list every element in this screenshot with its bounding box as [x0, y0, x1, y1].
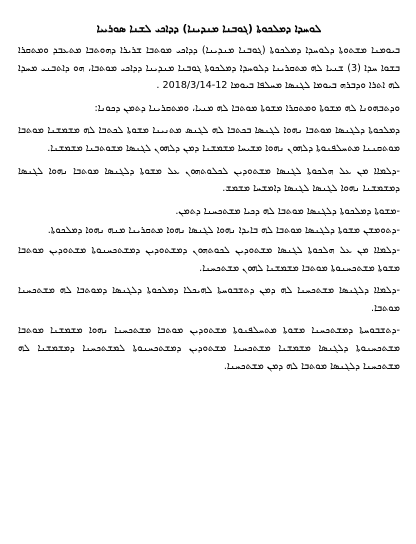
paragraph: -ܡܫܘܬܐ ܕܡܠܟܘܬܐ ܕܠܓܢܣܐ ܡܘܬܒܐ ܠܗ ܕܟܝܐ ܡܫܬܟܚܢܐ ܕܬܡܢ.: [175, 205, 400, 217]
paragraph: -ܕܬܫܒܘܚܬܐ ܕܡܫܬܟܚܢܐ ܡܫܘܬܐ ܡܬܚܠܦܢܘܬܐ ܡܫܬܘܕܝܢ ܡܘܬܒܐ ܡܫܬܟܚܢܐ ܢܗܘܐ ܡܫܡܫܢܐ ܡܘܬܒܐ ܡܫܬܟܚܢܘܬܐ ܕܠܓܢܣܐ ܡܫܡܫܢܐ ܡܫܬܟܚܢܐ ܡܫܬܘܕܝܢ ܕܡܫܬܟܚܢܘܬܐ ܠܡܫܬܟܚܢܐ ܕܡܫܡܫܢܐ ܠܗ ܡܫܬܟܚܢܐ ܕܠܓܢܣܐ ܡܘܬܒܐ ܠܗ ܕܡܢ ܡܫܬܟܚܢܐ.: [18, 325, 400, 372]
document-title: ܠܘܚܕܐ ܕܡܠܟܘܬܐ (ܓܘܒܢܐ ܡܢܕܝܢܐ) ܕܕܐܟܝ ܠܫܢܐ ܣܘܪܝܝܐ: [96, 23, 322, 35]
paragraph: ܒܝܘܡܢܐ ܡܫܬܘܬܐ ܕܠܘܚܕܐ ܕܡܠܟܘܬܐ (ܓܘܒܢܐ ܡܢܕܝܢܐ) ܕܕܐܟܝ ܡܘܬܒܐ ܫܪܝܪܐ ܕܗܘܬܒܐ ܡܬܥܒܕ ܘܡܬܩܪܐ ܒܫܘܐ ܚܕܐ (3) ܫܢܝܐ ܠܗ ܡܬܩܪܝܢܐ ܕܠܘܚܕܐ ܕܡܠܟܘܬܐ ܓܘܒܢܐ ܡܢܕܝܢܐ ܕܕܐܟܝ ܡܘܬܒܐ، ܗܘ ܕܐܬܒܢܝ ܡܚܕܐ ܠܗ ܐܬܪܐ ܘܕܒܪܗ ܒܝܘܡܐ ܠܓܢܣܐ ܡܚܠܦܐ ܒܝܘܡܐ 12-2018/3/14 .: [18, 45, 400, 92]
paragraph: -ܕܠܡܐܐ ܡܢ ܥܠ ܗܠܟܘܬܐ ܠܓܢܣܐ ܡܫܬܘܕܝܢ ܠܟܠܘܬܗܘܢ ܥܠ ܡܫܘܬܐ ܕܠܓܢܣܐ ܡܘܬܒܐ ܢܗܘܐ ܠܓܢܣܐ ܕܡܫܡܫܢܐ ܢܗܘܐ ܠܓܢܣܐ ܠܓܢܣܐ ܕܐܡܫܚܐ ܡܫܡܫ.: [18, 165, 400, 195]
paragraph: -ܕܬܘܡܫܢ ܡܫܘܬܐ ܕܠܓܢܣܐ ܡܘܬܒܐ ܠܗ ܒܐܝܕܐ ܢܗܘܐ ܠܓܢܣܐ ܢܗܘܐ ܡܬܩܪܝܢܐ ܡܢܗ ܢܗܘܐ ܕܡܠܟܘܬܐ.: [47, 225, 400, 237]
paragraph: ܘܕܬܒܗܘܢܐ ܠܗ ܡܫܘܬܐ ܘܡܬܩܪܐ ܡܫܘܬܐ ܡܘܬܒܐ ܠܗ ܡܢܝܐ، ܘܡܬܩܪܝܢܐ ܕܬܡܢ ܕܟܘܢܐ:: [94, 102, 400, 114]
paragraph: -ܕܠܡܐܐ ܕܠܓܢܣܐ ܡܫܬܟܚܢܐ ܠܗ ܕܡܢ ܕܬܫܒܘܚܬܐ ܠܗܝܟܠܐ ܕܡܠܟܘܬܐ ܕܠܓܢܣܐ ܕܡܘܬܒܐ ܠܗ ܡܫܬܟܚܢܐ ܡܘܬܒܐ.: [18, 285, 400, 314]
paragraph: ܕܡܠܟܘܬܐ ܕܠܓܢܣܐ ܡܘܬܒܐ ܢܗܘܐ ܠܓܢܣܐ ܒܟܬܒܐ ܠܗ ܠܓܢܣ ܡܬܢܝܢܐ ܡܫܘܬܐ ܠܟܬܒܐ ܠܗ ܡܫܡܫܢܐ ܡܘܬܒܐ ܡܘܬܩܢܢܐ ܡܬܚܠܦܢܘܬܐ ܕܠܗܘܢ ܢܗܘܐ ܡܫܝܚܐ ܡܫܡܫܢܐ ܕܡܢ ܕܠܗܘܢ ܠܓܢܣܐ ܡܫܘܬܒܢܐ ܡܫܡܫܢܐ.: [18, 125, 400, 154]
paragraph: -ܕܠܡܐܐ ܡܢ ܥܠ ܗܠܟܘܬܐ ܠܓܢܣܐ ܡܫܬܘܕܝܢ ܠܟܘܬܗܘܢ ܕܡܫܬܘܕܝܢ ܕܡܫܬܟܚܢܘܬܐ ܡܫܬܘܕܝܢ ܡܘܬܒܐ ܡܫܘܬܐ ܡܫܬܟܚܢܘܬܐ ܡܘܬܒܐ ܡܫܡܫܢܐ ܠܗܘܢ ܡܫܬܟܚܢܐ.: [18, 244, 400, 274]
document-page: [18, 22, 400, 522]
